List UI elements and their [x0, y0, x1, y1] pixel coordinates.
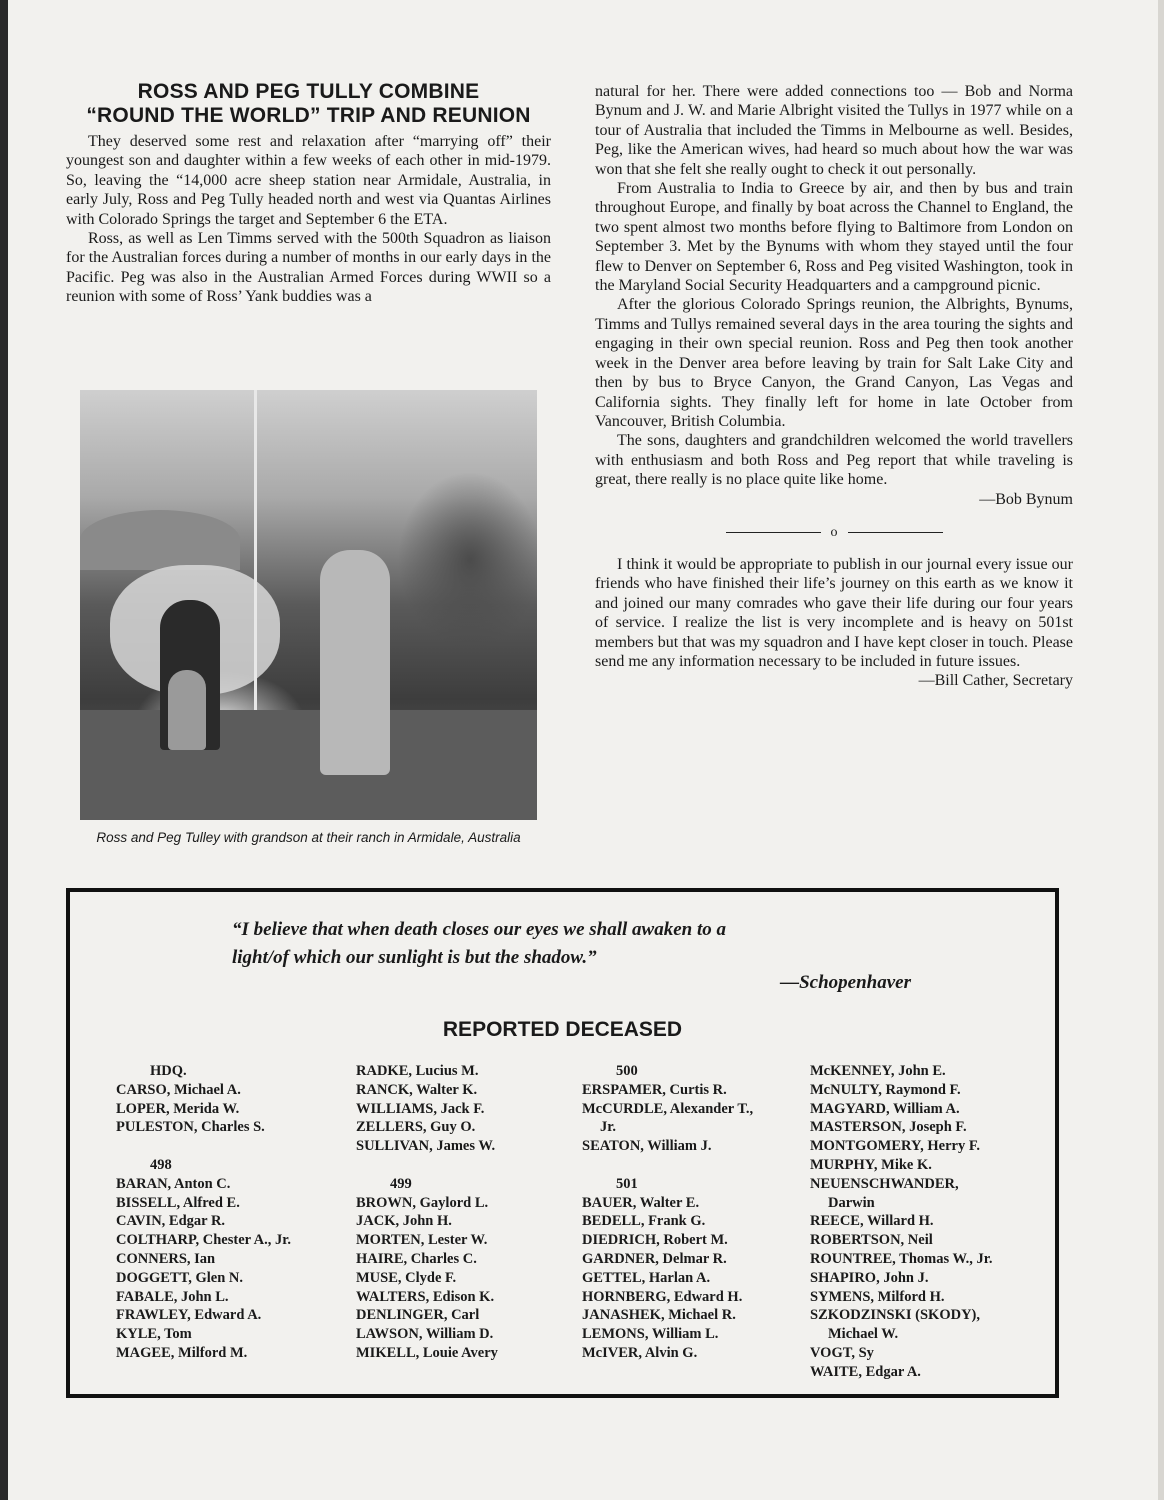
deceased-name: MAGEE, Milford M. [116, 1344, 248, 1361]
memorial-quote [232, 916, 922, 972]
article-headline [66, 80, 551, 128]
deceased-name: MURPHY, Mike K. [810, 1156, 932, 1173]
deceased-column-4 [810, 1062, 1050, 1382]
deceased-name: McNULTY, Raymond F. [810, 1081, 961, 1098]
deceased-name: WAITE, Edgar A. [810, 1363, 921, 1380]
deceased-name: GETTEL, Harlan A. [582, 1269, 711, 1286]
article-paragraph: natural for her. There were added connections too — Bob and Norma Bynum and J. W. and Marie Albright visited the Tullys in 1977 while on a tour of Australia that included the Timms in Melbourne as well. Besides, Peg, like the American wives, had heard so much about how the war was won that she felt she really ought to check it out personally. [595, 83, 1073, 178]
headline-line-1: ROSS AND PEG TULLY COMBINE [137, 80, 480, 103]
group-heading-498: 498 [150, 1156, 172, 1173]
deceased-name: PULESTON, Charles S. [116, 1119, 265, 1136]
deceased-name: KYLE, Tom [116, 1326, 192, 1343]
deceased-name: COLTHARP, Chester A., Jr. [116, 1232, 291, 1249]
deceased-name: LEMONS, William L. [582, 1326, 719, 1343]
deceased-name: DIEDRICH, Robert M. [582, 1232, 728, 1249]
deceased-name: HAIRE, Charles C. [356, 1250, 477, 1267]
article-paragraph: Ross, as well as Len Timms served with the 500th Squadron as liaison for the Australian forces during a number of months in our early days in the Pacific. Peg was also in the Australian Armed Forces during WWII so a reunion with some of Ross’ Yank buddies was a [66, 230, 551, 306]
deceased-name: JACK, John H. [356, 1213, 452, 1230]
quote-line-1: “I believe that when death closes our eyes we shall awaken to a [232, 919, 726, 940]
deceased-name: LAWSON, William D. [356, 1326, 494, 1343]
deceased-name: McCURDLE, Alexander T., [582, 1100, 754, 1117]
deceased-name: SZKODZINSKI (SKODY), [810, 1307, 981, 1324]
deceased-name: MONTGOMERY, Herry F. [810, 1138, 980, 1155]
list-gap [582, 1156, 802, 1175]
list-gap [116, 1137, 336, 1156]
deceased-name: MUSE, Clyde F. [356, 1269, 457, 1286]
deceased-name: McIVER, Alvin G. [582, 1344, 698, 1361]
photo-pole [254, 390, 257, 720]
deceased-name: MASTERSON, Joseph F. [810, 1119, 967, 1136]
deceased-column-2 [356, 1062, 576, 1363]
article-left-column [66, 80, 551, 307]
deceased-name: SHAPIRO, John J. [810, 1269, 929, 1286]
deceased-name: CARSO, Michael A. [116, 1081, 241, 1098]
page-right-edge [1158, 0, 1164, 1500]
deceased-name: CONNERS, Ian [116, 1250, 216, 1267]
photo-child-figure [168, 670, 206, 750]
headline-line-2: “ROUND THE WORLD” TRIP AND REUNION [86, 104, 531, 127]
deceased-name: DENLINGER, Carl [356, 1307, 480, 1324]
photo-caption: Ross and Peg Tulley with grandson at their ranch in Armidale, Australia [96, 830, 521, 845]
photo-man-figure [320, 550, 390, 775]
deceased-name: CAVIN, Edgar R. [116, 1213, 226, 1230]
deceased-name: BISSELL, Alfred E. [116, 1194, 240, 1211]
article-paragraph: From Australia to India to Greece by air, and then by bus and train throughout Europe, and finally by boat across the Channel to England, the two spent almost two months before flying to Baltimore from London on September 3. Met by the Bynums with whom they stayed until the four flew to Denver on September 6, Ross and Peg visited Washington, took in the Maryland Social Security Headquarters and a campground picnic. [595, 180, 1073, 295]
deceased-name: JANASHEK, Michael R. [582, 1307, 736, 1324]
group-heading-500: 500 [616, 1063, 638, 1079]
article-paragraph: They deserved some rest and relaxation after “marrying off” their youngest son and daughter within a few weeks of each other in mid-1979. So, leaving the “14,000 acre sheep station near Armidale, Australia, in early July, Ross and Peg Tully headed north and west via Quantas Airlines with Colorado Springs the target and September 6 the ETA. [66, 133, 551, 228]
quote-attribution: —Schopenhaver [780, 972, 911, 993]
deceased-name: HORNBERG, Edward H. [582, 1288, 743, 1305]
article-paragraph: After the glorious Colorado Springs reunion, the Albrights, Bynums, Timms and Tullys remained several days in the area touring the sights and engaging in their own special reunion. Ross and Peg then took another week in the Denver area before leaving by train for Salt Lake City and then by bus to Bryce Canyon, the Grand Canyon, Las Vegas and California sights. They finally left for home in late October from Vancouver, British Columbia. [595, 296, 1073, 430]
deceased-name: MAGYARD, William A. [810, 1100, 960, 1117]
deceased-name: WILLIAMS, Jack F. [356, 1100, 485, 1117]
deceased-name: BAUER, Walter E. [582, 1194, 700, 1211]
secretary-signature: —Bill Cather, Secretary [918, 672, 1073, 690]
deceased-name-continued: Michael W. [828, 1326, 899, 1343]
article-paragraph: The sons, daughters and grandchildren welcomed the world travellers with enthusiasm and both Ross and Peg report that while traveling is great, there really is no place quite like home. [595, 432, 1073, 489]
deceased-name: BROWN, Gaylord L. [356, 1194, 489, 1211]
deceased-name: SYMENS, Milford H. [810, 1288, 945, 1305]
deceased-name-continued: Jr. [600, 1119, 616, 1136]
photo-hill [80, 510, 240, 570]
deceased-name-continued: Darwin [828, 1194, 875, 1211]
deceased-name: WALTERS, Edison K. [356, 1288, 495, 1305]
deceased-name: REECE, Willard H. [810, 1213, 934, 1230]
deceased-name: GARDNER, Delmar R. [582, 1250, 727, 1267]
article-signature: —Bob Bynum [979, 490, 1073, 508]
deceased-name: ZELLERS, Guy O. [356, 1119, 476, 1136]
deceased-name: ROBERTSON, Neil [810, 1232, 933, 1249]
deceased-name: BEDELL, Frank G. [582, 1213, 706, 1230]
deceased-name: MIKELL, Louie Avery [356, 1344, 498, 1361]
deceased-name: FABALE, John L. [116, 1288, 229, 1305]
section-divider [595, 525, 1073, 541]
deceased-title: REPORTED DECEASED [442, 1018, 683, 1041]
article-photo [80, 390, 537, 820]
deceased-name: DOGGETT, Glen N. [116, 1269, 244, 1286]
list-gap [356, 1156, 576, 1175]
deceased-column-1 [116, 1062, 336, 1363]
divider-line [848, 532, 943, 533]
deceased-name: SULLIVAN, James W. [356, 1138, 496, 1155]
memorial-box [66, 888, 1059, 1398]
divider-mark: o [830, 524, 838, 540]
deceased-name: RADKE, Lucius M. [356, 1063, 479, 1079]
secretary-note: I think it would be appropriate to publish in our journal every issue our friends who have finished their life’s journey on this earth as we know it and joined our many comrades who gave their life during our four years of service. I realize the list is very incomplete and is heavy on 501st members but that was my squadron and I have kept closer in touch. Please send me any information necessary to be included in future issues. [595, 555, 1073, 670]
deceased-column-3 [582, 1062, 802, 1363]
divider-line [726, 532, 821, 533]
deceased-name: VOGT, Sy [810, 1344, 874, 1361]
deceased-name: FRAWLEY, Edward A. [116, 1307, 262, 1324]
quote-line-2: light/of which our sunlight is but the shadow.” [232, 947, 597, 968]
deceased-name: NEUENSCHWANDER, [810, 1175, 959, 1192]
deceased-name: MORTEN, Lester W. [356, 1232, 488, 1249]
group-heading-501: 501 [616, 1175, 638, 1192]
deceased-name: BARAN, Anton C. [116, 1175, 231, 1192]
deceased-name: McKENNEY, John E. [810, 1063, 946, 1079]
group-heading-499: 499 [390, 1175, 412, 1192]
page-binding-edge [0, 0, 8, 1500]
deceased-name: SEATON, William J. [582, 1138, 712, 1155]
deceased-name: RANCK, Walter K. [356, 1081, 478, 1098]
group-heading-hdq: HDQ. [150, 1063, 187, 1079]
article-right-column [595, 82, 1073, 691]
photo-driveway [80, 710, 537, 820]
deceased-name: LOPER, Merida W. [116, 1100, 240, 1117]
deceased-name: ERSPAMER, Curtis R. [582, 1081, 727, 1098]
deceased-name: ROUNTREE, Thomas W., Jr. [810, 1250, 993, 1267]
